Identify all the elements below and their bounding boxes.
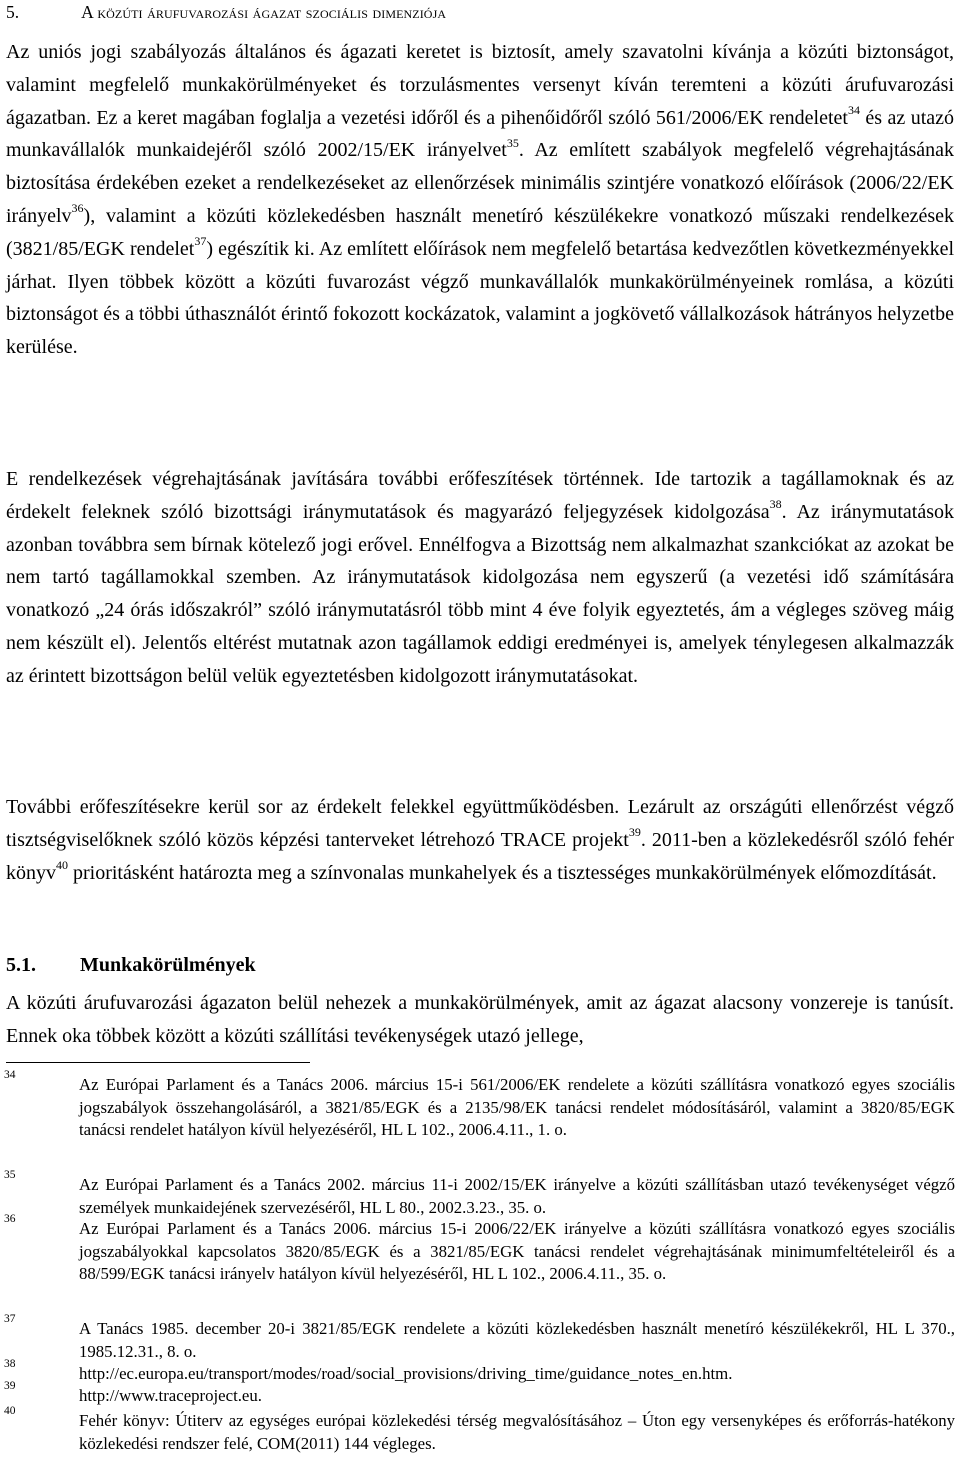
footnote-ref-40[interactable]: 40 (56, 857, 68, 872)
paragraph-working-conditions (6, 987, 954, 1053)
footnote-text: Az Európai Parlament és a Tanács 2006. március 15-i 2006/22/EK irányelve a közúti szállításra vonatkozó egyes szociális jogszabályokkal kapcsolatos 3820/85/EGK és a 3821/85/EGK tanácsi rendelet végrehajtásának minimumfeltételeiről és a 88/599/EGK tanácsi irányelv hatályon kívül helyezéséről, HL L 102., 2006.4.11., 35. o. (79, 1219, 955, 1283)
footnote-number: 36 (4, 1213, 16, 1225)
subsection-number: 5.1. (6, 954, 36, 976)
text-run: ), valamint a közúti közlekedésben használt menetíró készülékekre vonatkozó műszaki rendelkezések (3821/85/EGK rendelet (6, 204, 954, 260)
footnote-ref-39[interactable]: 39 (628, 825, 641, 840)
text-run: és az utazó munkavállalók munkaidejéről szóló 2002/15/EK irányelvet (6, 106, 954, 162)
text-run: . Az iránymutatások azonban továbbra sem bírnak kötelező jogi erővel. Ennélfogva a Bizottság nem alkalmazhat szankciókat az azokat be nem tartó tagállamokkal szemben. Az iránymutatások kidolgozása nem egyszerű (a vezetési idő számítására vonatkozó „24 órás időszakról” szóló iránymutatásról több mint 4 éve folyik egyeztetés, ám a végleges szöveg máig nem készült el). Jelentős eltérést mutatnak azon tagállamok eddigi eredményei is, amelyek ténylegesen alkalmazzák az érintett bizottságon belül velük egyeztetésben kidolgozott iránymutatásokat. (6, 500, 954, 687)
text-run: prioritásként határozta meg a színvonalas munkahelyek és a tisztességes munkakörülmények előmozdítását. (68, 861, 937, 884)
paragraph-cooperation (6, 791, 954, 889)
footnote-ref-34[interactable]: 34 (847, 102, 860, 117)
footnote-number: 40 (4, 1405, 16, 1417)
text-run: . 2011-ben a közlekedésről szóló fehér könyv (6, 828, 955, 884)
footnote-text: A Tanács 1985. december 20-i 3821/85/EGK rendelete a közúti közlekedésben használt menetíró készülékekről, HL L 370., 1985.12.31., 8. o. (79, 1319, 955, 1361)
text-run: . Az említett szabályok megfelelő végrehajtásának biztosítása érdekében ezeket a rendelkezéseket az ellenőrzések minimális szintjére vonatkozó előírások (2006/22/EK irányelv (6, 139, 955, 227)
footnote-link[interactable]: http://ec.europa.eu/transport/modes/road/social_provisions/driving_time/guidance_notes_en.htm. (79, 1364, 733, 1383)
footnote-number: 39 (4, 1380, 16, 1392)
footnote-link[interactable]: http://www.traceproject.eu. (79, 1386, 262, 1405)
section-number: 5. (6, 2, 20, 22)
footnote-text: Az Európai Parlament és a Tanács 2006. március 15-i 561/2006/EK rendelete a közúti szállításra vonatkozó egyes szociális jogszabályok összehangolásáról, a 3821/85/EGK és a 2135/98/EK tanácsi rendelet módosításáról, valamint a 3820/85/EGK tanácsi rendelet hatályon kívül helyezéséről, HL L 102., 2006.4.11., 1. o. (79, 1075, 955, 1139)
section-heading (6, 2, 446, 23)
section-title: A közúti árufuvarozási ágazat szociális dimenziója (81, 2, 447, 22)
footnote-number: 38 (4, 1358, 16, 1370)
footnote-number: 35 (4, 1169, 16, 1181)
footnote-number: 37 (4, 1313, 16, 1325)
footnote-separator (6, 1062, 310, 1063)
footnote-ref-35[interactable]: 35 (506, 135, 519, 150)
footnote-number: 34 (4, 1069, 16, 1081)
footnote-text: Az Európai Parlament és a Tanács 2002. március 11-i 2002/15/EK irányelve a közúti szállításban utazó tevékenységet végző személyek munkaidejének szervezéséről, HL L 80., 2002.3.23., 35. o. (79, 1175, 955, 1217)
footnote-text: Fehér könyv: Útiterv az egységes európai közlekedési térség megvalósításához – Úton egy versenyképes és erőforrás-hatékony közlekedési rendszer felé, COM(2011) 144 végleges. (79, 1411, 955, 1453)
subsection-title: Munkakörülmények (80, 954, 256, 976)
text-run: Az uniós jogi szabályozás általános és ágazati keretet is biztosít, amely szavatolni kívánja a közúti biztonságot, valamint megfelelő munkakörülményeket és torzulásmentes versenyt kíván teremteni a közúti árufuvarozási ágazatban. Ez a keret magában foglalja a vezetési időről és a pihenőidőről szóló 561/2006/EK rendeletet (6, 41, 954, 129)
footnote-ref-38[interactable]: 38 (769, 497, 782, 512)
text-run: E rendelkezések végrehajtásának javítására további erőfeszítések történnek. Ide tartozik a tagállamoknak és az érdekelt feleknek szóló bizottsági iránymutatások és magyarázó feljegyzések kidolgozása (6, 468, 954, 523)
text-run: ) egészítik ki. Az említett előírások nem megfelelő betartása kedvezőtlen következményekkel járhat. Ilyen többek között a közúti fuvarozást végző munkavállalók munkakörülményeinek romlása, a közúti biztonságot és a többi úthasználót érintő fokozott kockázatok, valamint a jogkövető vállalkozások hátrányos helyzetbe kerülése. (6, 237, 955, 359)
paragraph-guidance (6, 463, 954, 693)
subsection-heading (6, 954, 256, 977)
footnote-ref-36[interactable]: 36 (71, 201, 84, 216)
footnote-ref-37[interactable]: 37 (194, 234, 207, 249)
text-run: A közúti árufuvarozási ágazaton belül nehezek a munkakörülmények, amit az ágazat alacsony vonzereje is tanúsít. Ennek oka többek között a közúti szállítási tevékenységek utazó jellege, (6, 992, 954, 1047)
text-run: További erőfeszítésekre kerül sor az érdekelt felekkel együttműködésben. Lezárult az országúti ellenőrzést végző tisztségviselőknek szóló közös képzési tanterveket létrehozó TRACE projekt (6, 796, 954, 851)
paragraph-legal-framework (6, 36, 954, 364)
